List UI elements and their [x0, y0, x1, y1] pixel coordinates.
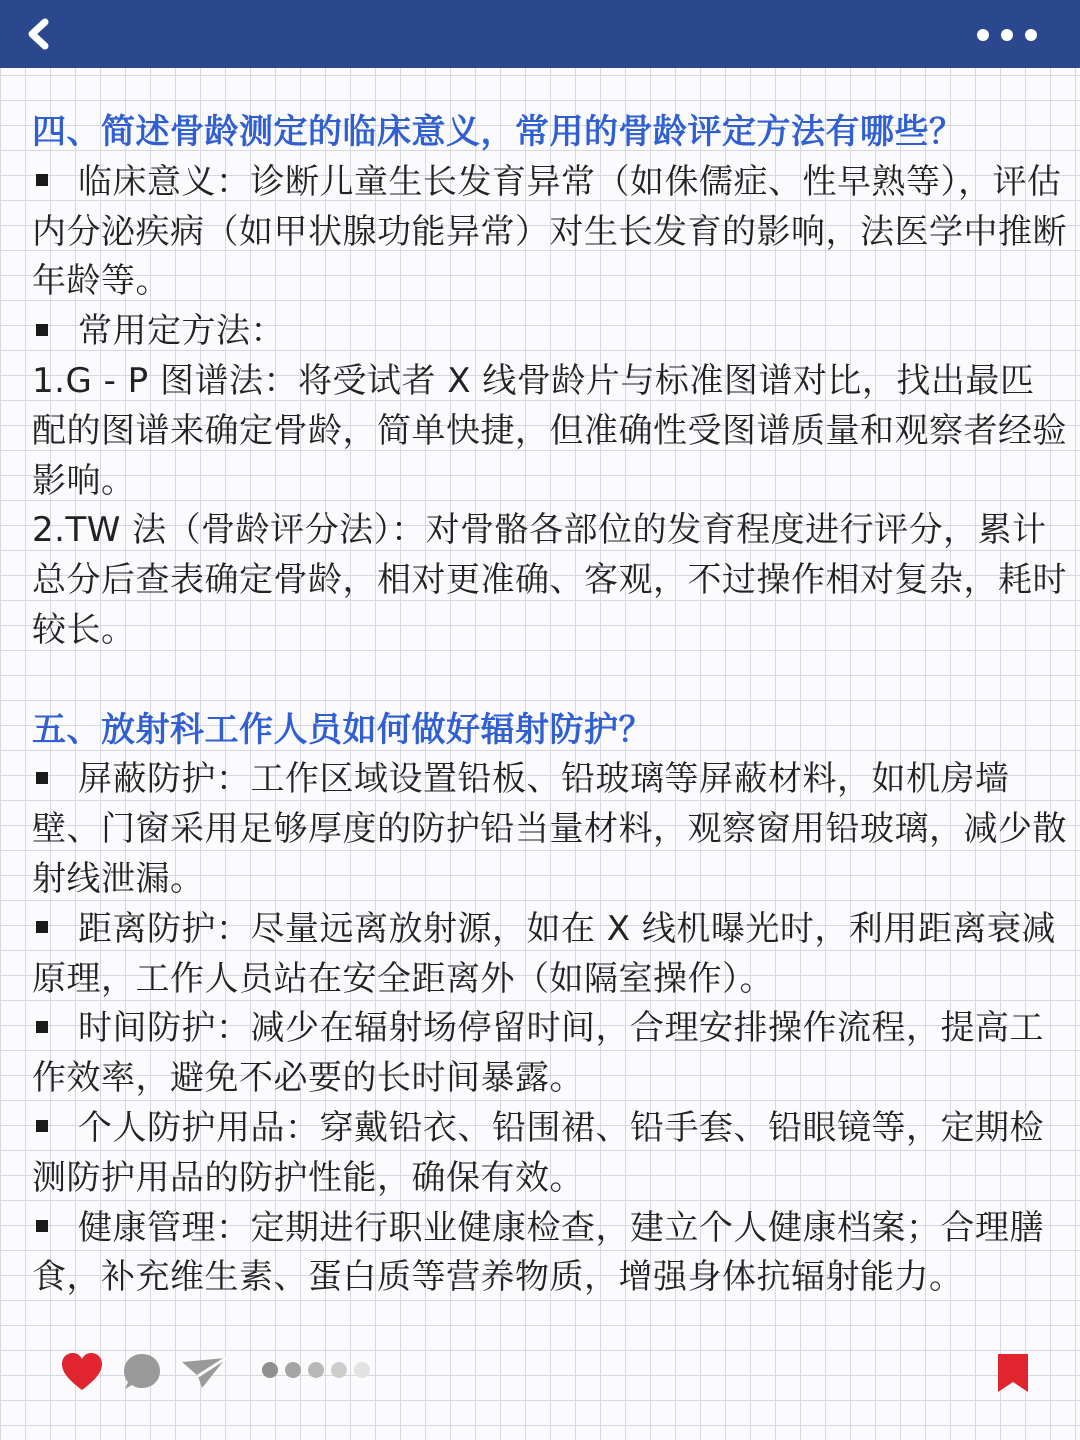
bullet-square	[36, 921, 48, 933]
back-chevron-icon[interactable]	[18, 14, 58, 54]
bullet-square	[36, 1220, 48, 1232]
note-content	[32, 108, 1068, 1303]
heart-icon[interactable]	[60, 1352, 104, 1392]
more-dots-icon[interactable]	[974, 26, 1040, 44]
section-4-heading: 四、简述骨龄测定的临床意义，常用的骨龄评定方法有哪些？	[32, 112, 964, 152]
section-5-item: 距离防护：尽量远离放射源，如在 X 线机曝光时，利用距离衰减原理，工作人员站在安全距离外（如隔室操作）。	[32, 908, 1056, 999]
section-5-item: 屏蔽防护：工作区域设置铅板、铅玻璃等屏蔽材料，如机房墙壁、门窗采用足够厚度的防护铅当量材料，观察窗用铅玻璃，减少散射线泄漏。	[32, 759, 1067, 899]
bottom-action-bar	[0, 1340, 1080, 1410]
section-4-clinical-meaning: 临床意义：诊断儿童生长发育异常（如侏儒症、性早熟等），评估内分泌疾病（如甲状腺功能异常）对生长发育的影响，法医学中推断年龄等。	[32, 161, 1067, 302]
page-dot	[354, 1362, 370, 1378]
section-5-heading: 五、放射科工作人员如何做好辐射防护？	[32, 709, 653, 750]
bullet-square	[36, 324, 48, 336]
page-indicator	[262, 1362, 377, 1382]
bullet-square	[36, 1120, 48, 1132]
page-dot	[262, 1362, 278, 1378]
top-bar	[0, 0, 1080, 68]
page-dot	[331, 1362, 347, 1378]
bullet-square	[36, 1021, 48, 1033]
section-4-methods-label: 常用定方法：	[32, 307, 1068, 357]
page-dot	[285, 1362, 301, 1378]
share-icon[interactable]	[180, 1354, 228, 1392]
section-4-tw-method: 2.TW 法（骨龄评分法）：对骨骼各部位的发育程度进行评分，累计总分后查表确定骨龄，相对更准确、客观，不过操作相对复杂，耗时较长。	[32, 510, 1067, 650]
section-5-item: 时间防护：减少在辐射场停留时间，合理安排操作流程，提高工作效率，避免不必要的长时间暴露。	[32, 1008, 1044, 1099]
section-5-item: 健康管理：定期进行职业健康检查，建立个人健康档案；合理膳食，补充维生素、蛋白质等营养物质，增强身体抗辐射能力。	[32, 1207, 1044, 1298]
bookmark-icon[interactable]	[996, 1352, 1030, 1394]
section-5-item: 个人防护用品：穿戴铅衣、铅围裙、铅手套、铅眼镜等，定期检测防护用品的防护性能，确保有效。	[32, 1107, 1044, 1198]
comment-icon[interactable]	[122, 1352, 162, 1392]
bullet-square	[36, 174, 48, 186]
page-dot	[308, 1362, 324, 1378]
section-gap	[32, 656, 1068, 706]
bullet-square	[36, 772, 48, 784]
section-4-gp-method: 1.G - P 图谱法：将受试者 X 线骨龄片与标准图谱对比，找出最匹配的图谱来确定骨龄，简单快捷，但准确性受图谱质量和观察者经验影响。	[32, 360, 1067, 501]
